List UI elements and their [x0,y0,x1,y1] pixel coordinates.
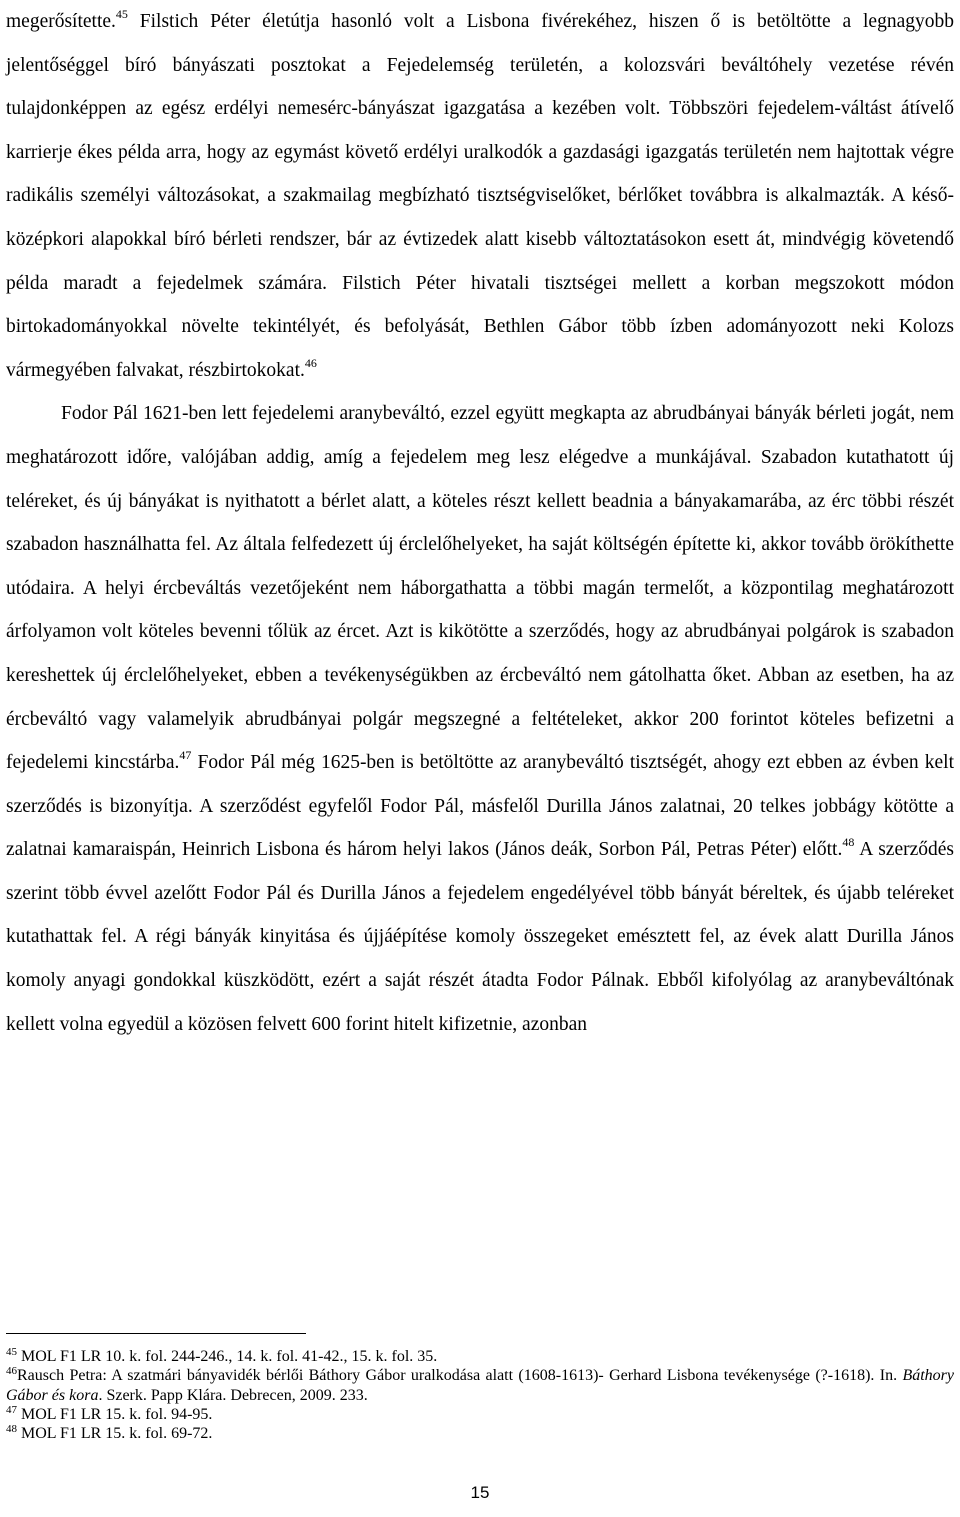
footnote-reference[interactable]: 47 [179,748,192,763]
page-number: 15 [470,1483,490,1502]
paragraph-text: A szerződés szerint több évvel azelőtt Fodor Pál és Durilla János a fejedelem engedélyével több bányát béreltek, és újabb teléreket kutathattak fel. A régi bányák kinyitása és újjáépítése komoly összegeket emésztett fel, az évek alatt Durilla János komoly anyagi gondokkal küszködött, ezért a saját részét átadta Fodor Pálnak. Ebből kifolyólag az aranybeváltónak kellett volna egyedül a közösen felvett 600 forint hitelt kifizetnie, azonban [6,839,954,1035]
paragraph [6,0,954,392]
paragraph [6,392,954,1046]
footnote [6,1424,954,1443]
paragraph-text: Fodor Pál még 1625-ben is betöltötte az aranybeváltó tisztségét, ahogy ezt ebben az évben kelt szerződés is bizonyítja. A szerződést egyfelől Fodor Pál, másfelől Durilla János zalatnai, 20 telkes jobbágy kötötte a zalatnai kamaraispán, Heinrich Lisbona és három helyi lakos (János deák, Sorbon Pál, Petras Péter) előtt. [6,752,954,861]
body-text [6,0,954,1046]
footnote-title: Báthory Gábor és kora [6,1367,954,1404]
footnote [6,1405,954,1424]
footnote [6,1347,954,1366]
footnote-number: 47 [6,1403,17,1416]
footnote-text: MOL F1 LR 15. k. fol. 94-95. [17,1405,213,1423]
document-page [6,0,954,1046]
footnotes [6,1347,954,1443]
paragraph-text: megerősítette. [6,11,116,32]
footnote-number: 45 [6,1346,17,1358]
paragraph-text: Fodor Pál 1621-ben lett fejedelemi aranybeváltó, ezzel együtt megkapta az abrudbányai bányák bérleti jogát, nem meghatározott időre, valójában addig, amíg a fejedelem meg lesz elégedve a munkájával. Szabadon kutathatott új teléreket, és új bányákat is nyithatott a bérlet alatt, a köteles részt kellett beadnia a bányakamarába, az érc többi részét szabadon használhatta fel. Az általa felfedezett új érclelőhelyeket, ha saját költségén építette ki, akkor tovább örökíthette utódaira. A helyi ércbeváltás vezetőjeként nem háborgathatta a többi magán termelőt, a központilag meghatározott árfolyamon volt köteles bevenni tőlük az ércet. Azt is kikötötte a szerződés, hogy az abrudbányai polgárok is szabadon kereshettek új érclelőhelyeket, ebben a tevékenységükben az ércbeváltó nem gátolhatta őket. Abban az esetben, ha az ércbeváltó vagy valamelyik abrudbányai polgár megszegné a feltételeket, akkor 200 forintot köteles befizetni a fejedelemi kincstárba. [6,403,954,774]
footnote-text: MOL F1 LR 15. k. fol. 69-72. [17,1425,213,1443]
footnote-reference[interactable]: 48 [842,835,855,850]
footnote [6,1366,954,1405]
footnote-text: Rausch Petra: A szatmári bányavidék bérlői Báthory Gábor uralkodása alatt (1608-1613)- Gerhard Lisbona tevékenysége (?-1618). In. [17,1367,903,1385]
footnote-text: . Szerk. Papp Klára. Debrecen, 2009. 233. [98,1386,368,1404]
footnote-separator [6,1333,306,1334]
paragraph-text: Filstich Péter életútja hasonló volt a Lisbona fivérekéhez, hiszen ő is betöltötte a legnagyobb jelentőséggel bíró bányászati posztokat a Fejedelemség területén, a kolozsvári beváltóhely vezetése révén tulajdonképpen az egész erdélyi nemesérc-bányászat igazgatása a kezében volt. Többszöri fejedelem-váltást átívelő karrierje ékes példa arra, hogy az egymást követő erdélyi uralkodók a gazdasági igazgatás területén nem hajtottak végre radikális személyi változásokat, a szakmailag megbízható tisztségviselőket, bérlőket továbbra is alkalmazták. A késő-középkori alapokkal bíró bérleti rendszer, bár az évtizedek alatt kisebb változtatásokon esett át, mindvégig követendő példa maradt a fejedelmek számára. Filstich Péter hivatali tisztségei mellett a korban megszokott módon birtokadományokkal növelte tekintélyét, és befolyását, Bethlen Gábor több ízben adományozott neki Kolozs vármegyében falvakat, részbirtokokat. [6,11,954,381]
footnote-text: MOL F1 LR 10. k. fol. 244-246., 14. k. fol. 41-42., 15. k. fol. 35. [17,1348,438,1365]
footnote-number: 48 [6,1423,17,1436]
footnote-reference[interactable]: 45 [115,7,128,21]
footnote-reference[interactable]: 46 [304,355,317,370]
footnote-number: 46 [6,1365,17,1378]
